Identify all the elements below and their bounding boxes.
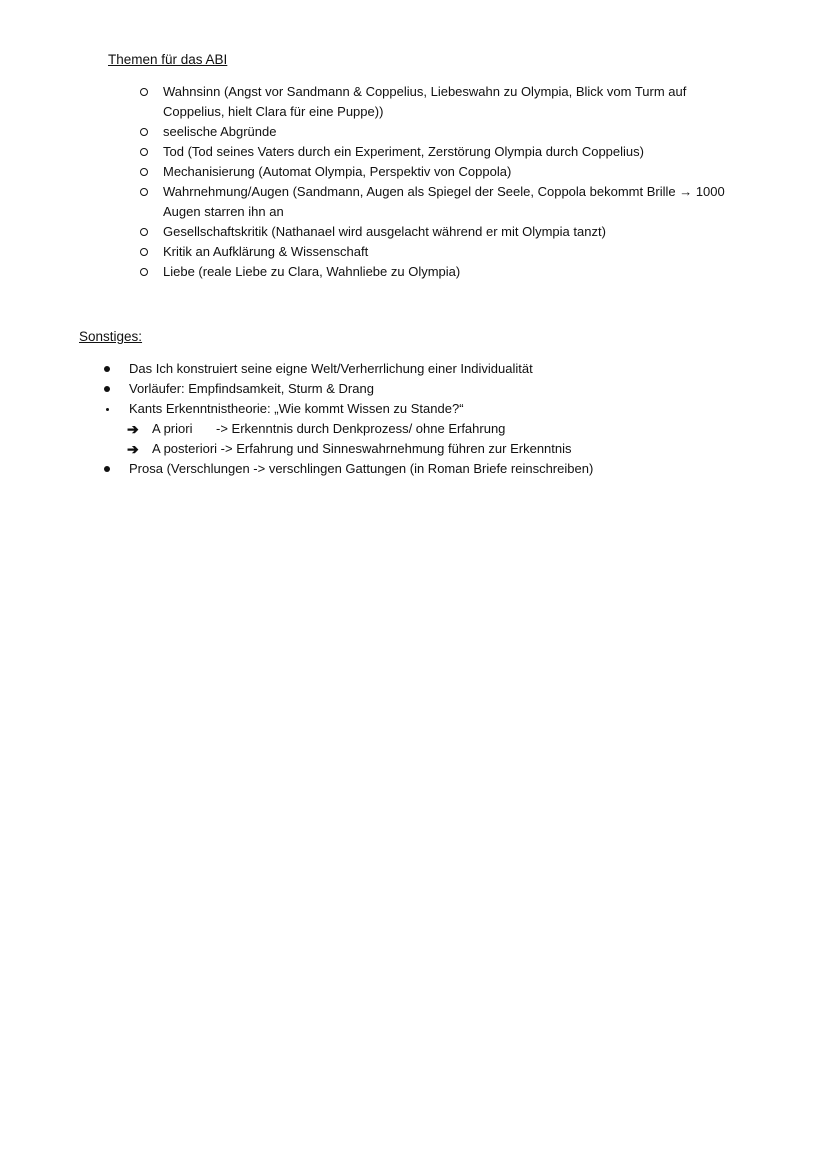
list-item: seelische Abgründe — [137, 122, 747, 142]
circle-bullet-icon — [140, 248, 148, 256]
circle-bullet-icon — [140, 148, 148, 156]
list-item: Vorläufer: Empfindsamkeit, Sturm & Drang — [100, 379, 740, 399]
list-item: Kritik an Aufklärung & Wissenschaft — [137, 242, 747, 262]
list-item: Gesellschaftskritik (Nathanael wird ausgelacht während er mit Olympia tanzt) — [137, 222, 747, 242]
list-item: Prosa (Verschlungen -> verschlingen Gattungen (in Roman Briefe reinschreiben) — [100, 459, 740, 479]
dot-bullet-icon — [106, 408, 109, 411]
sub-item-a-posteriori: ➔ A posteriori -> Erfahrung und Sinneswahrnehmung führen zur Erkenntnis — [127, 441, 572, 457]
list-item: Wahnsinn (Angst vor Sandmann & Coppelius, Liebeswahn zu Olympia, Blick vom Turm auf Coppelius, hielt Clara für eine Puppe)) — [137, 82, 747, 122]
list-item: Kants Erkenntnistheorie: „Wie kommt Wissen zu Stande?“ ➔ A priori -> Erkenntnis durch Denkprozess/ ohne Erfahrung ➔ A posteriori -> Erfahrung und Sinneswahrnehmung führen zur Erkenntnis — [100, 399, 740, 459]
circle-bullet-icon — [140, 88, 148, 96]
sonstiges-heading: Sonstiges: — [79, 329, 143, 344]
list-item: Wahrnehmung/Augen (Sandmann, Augen als Spiegel der Seele, Coppola bekommt Brille → 1000 Augen starren ihn an — [137, 182, 747, 222]
disc-bullet-icon — [104, 386, 110, 392]
list-item: Liebe (reale Liebe zu Clara, Wahnliebe zu Olympia) — [137, 262, 747, 282]
circle-bullet-icon — [140, 168, 148, 176]
themen-heading: Themen für das ABI — [108, 52, 228, 67]
disc-bullet-icon — [104, 366, 110, 372]
circle-bullet-icon — [140, 268, 148, 276]
sonstiges-list — [100, 359, 740, 479]
themen-list — [137, 82, 747, 282]
disc-bullet-icon — [104, 466, 110, 472]
arrow-right-icon: ➔ — [127, 441, 139, 457]
list-item: Mechanisierung (Automat Olympia, Perspektiv von Coppola) — [137, 162, 747, 182]
sub-item-a-priori: ➔ A priori -> Erkenntnis durch Denkprozess/ ohne Erfahrung — [127, 421, 506, 437]
arrow-right-icon: ➔ — [127, 421, 139, 437]
circle-bullet-icon — [140, 228, 148, 236]
circle-bullet-icon — [140, 188, 148, 196]
list-item: Das Ich konstruiert seine eigne Welt/Verherrlichung einer Individualität — [100, 359, 740, 379]
list-item: Tod (Tod seines Vaters durch ein Experiment, Zerstörung Olympia durch Coppelius) — [137, 142, 747, 162]
circle-bullet-icon — [140, 128, 148, 136]
